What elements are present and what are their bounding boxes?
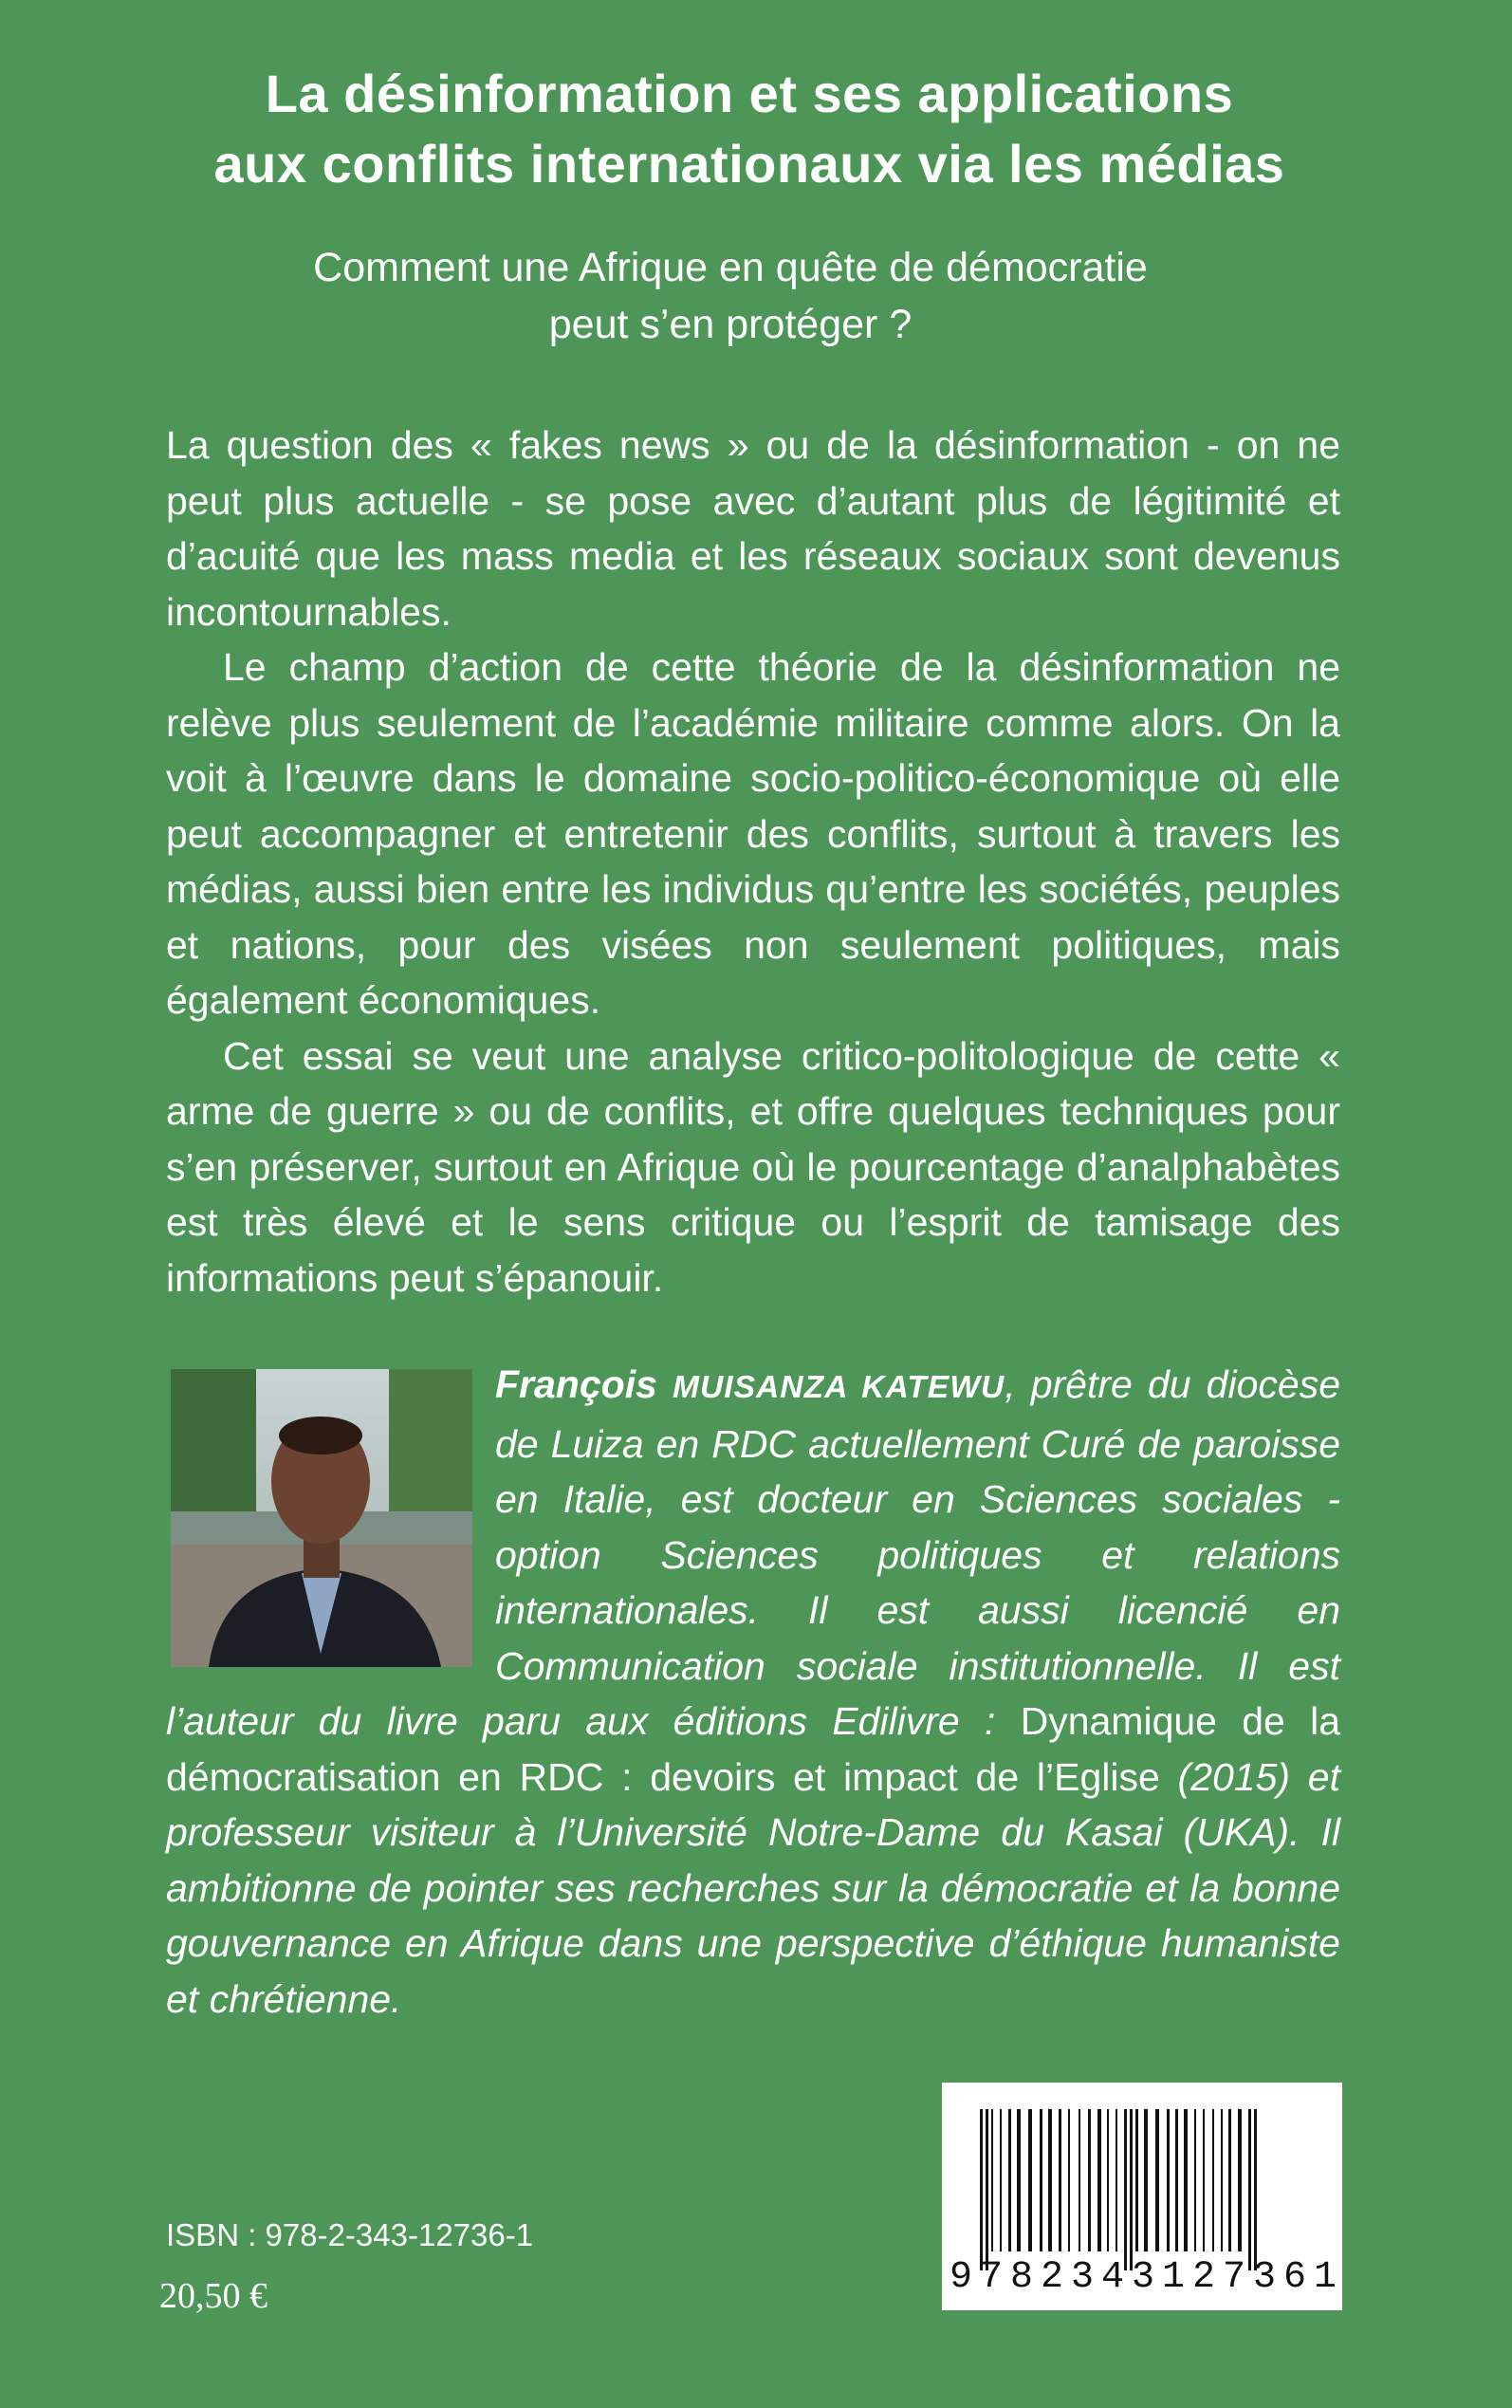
blurb-paragraph: Cet essai se veut une analyse critico-politologique de cette « arme de guerre » ou de conflits, et offre quelques techniques pour s’en préserver, surtout en Afrique où le pourcentage d’analphabètes est très élevé et le sens critique ou l’esprit de tamisage des informations peut s’épanouir.: [166, 1033, 1340, 1300]
barcode-bar: [1238, 2109, 1242, 2251]
barcode-bar: [1068, 2109, 1070, 2251]
barcode-bar: [1048, 2109, 1052, 2251]
blurb-paragraph: Le champ d’action de cette théorie de la désinformation ne relève plus seulement de l’académie militaire comme alors. On la voit à l’œuvre dans le domaine socio-politico-économique où elle peut accompagner et entretenir des conflits, surtout à travers les médias, aussi bien entre les individus qu’entre les sociétés, peuples et nations, pour des visées non seulement politiques, mais également économiques.: [166, 645, 1340, 1022]
barcode-bar: [1124, 2109, 1127, 2270]
author-first-name: François: [495, 1362, 673, 1406]
barcode-bar: [991, 2109, 993, 2251]
barcode-bar: [1017, 2109, 1021, 2251]
author-bio-text-2: (2015) et professeur visiteur à l’Université Notre-Dame du Kasai (UKA). Il ambitionne de pointer ses recherches sur la démocratie et la bonne gouvernance en Afrique dans une perspective d’éthique humaniste et chrétienne.: [166, 1754, 1340, 2021]
barcode-bar: [1040, 2109, 1042, 2251]
blurb-paragraph: La question des « fakes news » ou de la désinformation - on ne peut plus actuelle - se pose avec d’autant plus de légitimité et d’acuité que les mass media et les réseaux sociaux sont devenus incontournables.: [166, 423, 1340, 634]
barcode-bar: [1212, 2109, 1214, 2251]
photo-spacer: [166, 1357, 495, 1687]
book-title-line-2: aux conflits internationaux via les médias: [213, 134, 1285, 194]
book-subtitle-line-2: peut s’en protéger ?: [548, 302, 913, 347]
barcode-bar: [1130, 2109, 1133, 2270]
barcode-bar: [1228, 2109, 1231, 2251]
barcode-bar: [1008, 2109, 1011, 2251]
barcode-bar: [1175, 2109, 1178, 2251]
barcode-bar: [1155, 2109, 1159, 2251]
isbn: ISBN : 978-2-343-12736-1: [166, 2217, 534, 2252]
barcode-bar: [1248, 2109, 1251, 2270]
price: 20,50 €: [159, 2276, 267, 2316]
barcode-bar: [1028, 2109, 1032, 2251]
barcode-bar: [1116, 2109, 1117, 2251]
author-bio-text-1: , prêtre du diocèse de Luiza en RDC actuellement Curé de paroisse en Italie, est docteur en Sciences sociales - option Sciences politiques et relations internationales. Il est aussi licencié en Communication sociale institutionnelle. Il est l’auteur du livre paru aux éditions Edilivre :: [166, 1362, 1340, 1743]
barcode-bar: [1254, 2109, 1257, 2270]
barcode-bar: [1203, 2109, 1205, 2251]
author-name: [495, 1362, 1005, 1406]
book-subtitle: [228, 239, 1233, 353]
author-last-name: MUISANZA KATEWU: [673, 1370, 1005, 1405]
barcode-bar: [1167, 2109, 1170, 2251]
blurb: [166, 417, 1340, 1306]
author-bio: [166, 1357, 1340, 2027]
barcode-digits: 9782343127361: [950, 2256, 1345, 2299]
barcode: [942, 2083, 1345, 2310]
barcode-bar: [986, 2109, 988, 2270]
barcode-bar: [1000, 2109, 1002, 2251]
barcode-bar: [980, 2109, 983, 2270]
barcode-bar: [1097, 2109, 1101, 2251]
author-book-title: Dynamique de la démocratisation en RDC : devoirs et impact de l’Eglise: [166, 1699, 1340, 1799]
barcode-bar: [1135, 2109, 1138, 2251]
book-title: [114, 59, 1385, 199]
book-title-line-1: La désinformation et ses applications: [265, 64, 1234, 123]
barcode-bar: [1221, 2109, 1223, 2251]
barcode-bar: [1107, 2109, 1109, 2251]
barcode-bar: [1079, 2109, 1080, 2251]
book-subtitle-line-1: Comment une Afrique en quête de démocratie: [313, 245, 1148, 290]
barcode-bar: [1144, 2109, 1148, 2251]
barcode-bar: [1059, 2109, 1061, 2251]
barcode-bar: [1184, 2109, 1188, 2251]
barcode-bar: [1088, 2109, 1091, 2251]
barcode-bar: [1194, 2109, 1196, 2251]
